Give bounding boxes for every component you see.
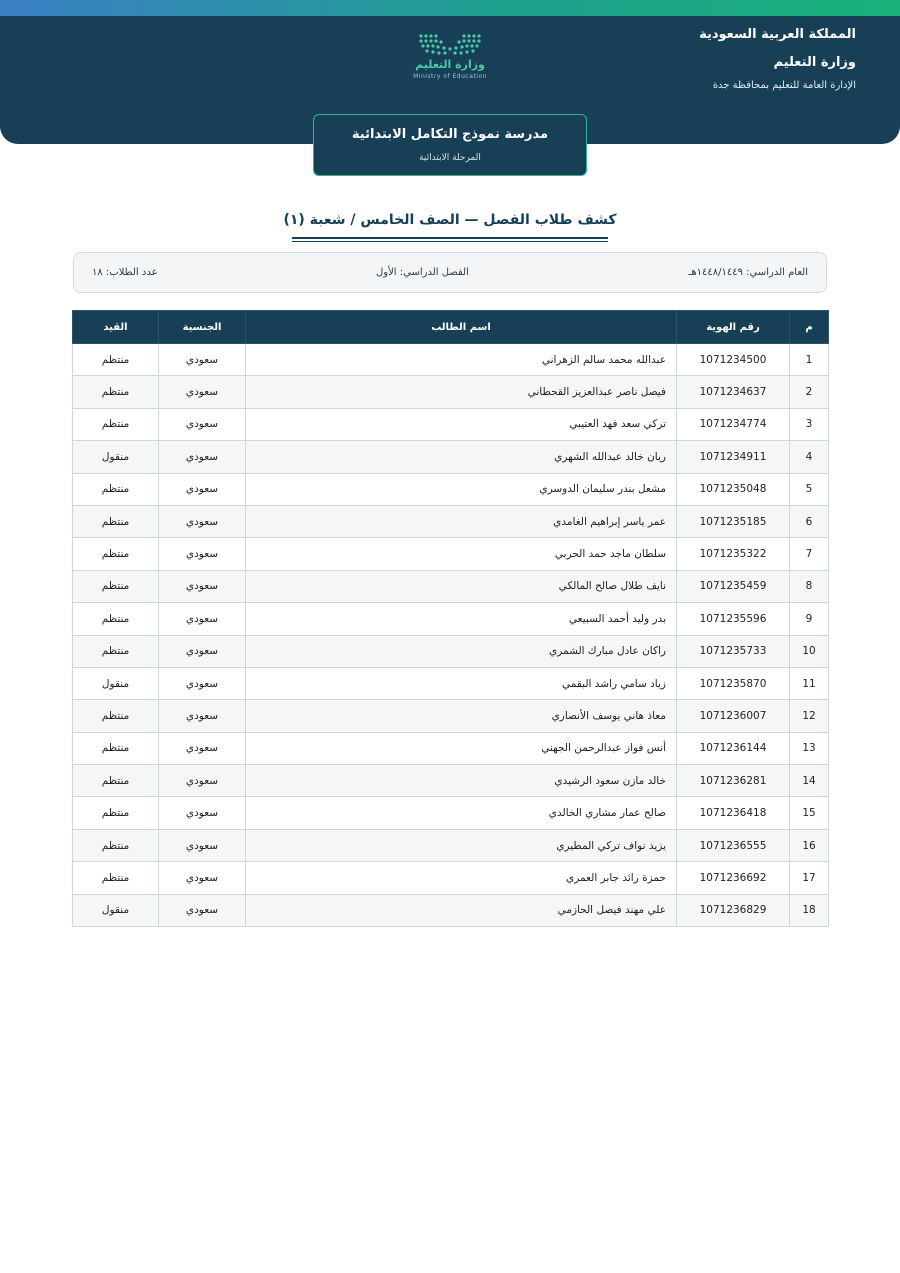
row-nationality: سعودي <box>159 473 246 505</box>
table-row <box>73 797 829 829</box>
row-status: منتظم <box>73 732 159 764</box>
row-nationality: سعودي <box>159 732 246 764</box>
row-status: منتظم <box>73 538 159 570</box>
school-stage: المرحلة الابتدائية <box>419 153 481 163</box>
government-header <box>699 24 856 94</box>
row-id: 1071235322 <box>677 538 790 570</box>
row-num: 14 <box>790 765 829 797</box>
school-card <box>313 114 587 176</box>
row-num: 6 <box>790 505 829 537</box>
ministry-logo-icon <box>417 32 483 56</box>
header-nationality: الجنسية <box>159 311 246 344</box>
header-num: م <box>790 311 829 344</box>
row-nationality: سعودي <box>159 505 246 537</box>
row-name: تركي سعد فهد العتيبي <box>246 408 677 440</box>
row-status: منتظم <box>73 635 159 667</box>
row-status: منتظم <box>73 603 159 635</box>
row-id: 1071236007 <box>677 700 790 732</box>
row-nationality: سعودي <box>159 344 246 376</box>
ministry-logo <box>390 32 510 102</box>
row-num: 9 <box>790 603 829 635</box>
row-status: منتظم <box>73 765 159 797</box>
row-name: مشعل بندر سليمان الدوسري <box>246 473 677 505</box>
info-bar <box>73 252 827 293</box>
row-nationality: سعودي <box>159 635 246 667</box>
header-id: رقم الهوية <box>677 311 790 344</box>
table-row <box>73 441 829 473</box>
header-name: اسم الطالب <box>246 311 677 344</box>
student-count: عدد الطلاب: ١٨ <box>92 267 158 278</box>
row-status: منقول <box>73 894 159 926</box>
ministry-name: وزارة التعليم <box>773 55 856 70</box>
table-row <box>73 344 829 376</box>
row-num: 16 <box>790 829 829 861</box>
row-id: 1071236829 <box>677 894 790 926</box>
row-id: 1071235185 <box>677 505 790 537</box>
row-nationality: سعودي <box>159 829 246 861</box>
row-name: فيصل ناصر عبدالعزيز القحطاني <box>246 376 677 408</box>
row-name: عبدالله محمد سالم الزهراني <box>246 344 677 376</box>
semester: الفصل الدراسي: الأول <box>376 267 469 278</box>
row-status: منتظم <box>73 862 159 894</box>
row-nationality: سعودي <box>159 376 246 408</box>
row-num: 7 <box>790 538 829 570</box>
row-name: خالد مازن سعود الرشيدي <box>246 765 677 797</box>
row-nationality: سعودي <box>159 408 246 440</box>
row-nationality: سعودي <box>159 894 246 926</box>
table-header-row <box>73 311 829 344</box>
table-row <box>73 732 829 764</box>
row-num: 15 <box>790 797 829 829</box>
row-name: أنس فواز عبدالرحمن الجهني <box>246 732 677 764</box>
row-status: منتظم <box>73 505 159 537</box>
row-num: 10 <box>790 635 829 667</box>
logo-text-arabic: وزارة التعليم <box>415 58 485 71</box>
row-status: منتظم <box>73 829 159 861</box>
row-id: 1071235733 <box>677 635 790 667</box>
row-status: منتظم <box>73 408 159 440</box>
student-roster-table <box>72 310 829 927</box>
country-name: المملكة العربية السعودية <box>699 27 856 42</box>
row-status: منتظم <box>73 344 159 376</box>
school-name: مدرسة نموذج التكامل الابتدائية <box>351 127 549 142</box>
table-row <box>73 376 829 408</box>
directorate-name: الإدارة العامة للتعليم بمحافظة جدة <box>712 80 856 91</box>
row-name: راكان عادل مبارك الشمري <box>246 635 677 667</box>
row-status: منتظم <box>73 797 159 829</box>
row-num: 4 <box>790 441 829 473</box>
row-name: بدر وليد أحمد السبيعي <box>246 603 677 635</box>
logo-text-english: Ministry of Education <box>413 73 487 80</box>
row-nationality: سعودي <box>159 862 246 894</box>
row-name: معاذ هاني يوسف الأنصاري <box>246 700 677 732</box>
row-id: 1071234500 <box>677 344 790 376</box>
row-num: 8 <box>790 570 829 602</box>
row-nationality: سعودي <box>159 603 246 635</box>
table-row <box>73 894 829 926</box>
table-row <box>73 538 829 570</box>
academic-year: العام الدراسي: ١٤٤٨/١٤٤٩هـ <box>688 267 808 278</box>
table-row <box>73 570 829 602</box>
row-num: 12 <box>790 700 829 732</box>
row-nationality: سعودي <box>159 700 246 732</box>
row-status: منتظم <box>73 376 159 408</box>
title-underline-thin <box>292 241 608 242</box>
row-id: 1071236281 <box>677 765 790 797</box>
row-name: نايف طلال صالح المالكي <box>246 570 677 602</box>
row-name: سلطان ماجد حمد الحربي <box>246 538 677 570</box>
row-num: 11 <box>790 667 829 699</box>
table-body <box>73 344 829 927</box>
table-row <box>73 408 829 440</box>
top-gradient-stripe <box>0 0 900 16</box>
row-status: منتظم <box>73 473 159 505</box>
table-row <box>73 635 829 667</box>
row-name: حمزة رائد جابر العمري <box>246 862 677 894</box>
row-id: 1071234774 <box>677 408 790 440</box>
row-status: منتظم <box>73 570 159 602</box>
table-row <box>73 829 829 861</box>
table-row <box>73 700 829 732</box>
row-status: منقول <box>73 667 159 699</box>
table-row <box>73 473 829 505</box>
row-nationality: سعودي <box>159 667 246 699</box>
row-name: يزيد نواف تركي المطيري <box>246 829 677 861</box>
row-id: 1071235048 <box>677 473 790 505</box>
table-row <box>73 667 829 699</box>
row-num: 2 <box>790 376 829 408</box>
row-nationality: سعودي <box>159 538 246 570</box>
row-nationality: سعودي <box>159 765 246 797</box>
row-name: ريان خالد عبدالله الشهري <box>246 441 677 473</box>
row-name: عمر ياسر إبراهيم الغامدي <box>246 505 677 537</box>
row-id: 1071236692 <box>677 862 790 894</box>
row-id: 1071236144 <box>677 732 790 764</box>
row-status: منتظم <box>73 700 159 732</box>
row-id: 1071234911 <box>677 441 790 473</box>
row-id: 1071234637 <box>677 376 790 408</box>
table-row <box>73 603 829 635</box>
row-num: 1 <box>790 344 829 376</box>
row-num: 3 <box>790 408 829 440</box>
row-name: علي مهند فيصل الحازمي <box>246 894 677 926</box>
row-id: 1071235459 <box>677 570 790 602</box>
row-num: 17 <box>790 862 829 894</box>
page-title: كشف طلاب الفصل — الصف الخامس / شعبة (١) <box>283 212 617 228</box>
title-underline <box>292 237 608 239</box>
row-id: 1071236555 <box>677 829 790 861</box>
table-row <box>73 862 829 894</box>
row-nationality: سعودي <box>159 797 246 829</box>
row-name: صالح عمار مشاري الخالدي <box>246 797 677 829</box>
header-status: القيد <box>73 311 159 344</box>
row-status: منقول <box>73 441 159 473</box>
table-row <box>73 505 829 537</box>
row-num: 5 <box>790 473 829 505</box>
row-nationality: سعودي <box>159 570 246 602</box>
row-id: 1071236418 <box>677 797 790 829</box>
row-id: 1071235596 <box>677 603 790 635</box>
row-id: 1071235870 <box>677 667 790 699</box>
row-num: 13 <box>790 732 829 764</box>
row-name: زياد سامي راشد البقمي <box>246 667 677 699</box>
row-nationality: سعودي <box>159 441 246 473</box>
table-row <box>73 765 829 797</box>
row-num: 18 <box>790 894 829 926</box>
